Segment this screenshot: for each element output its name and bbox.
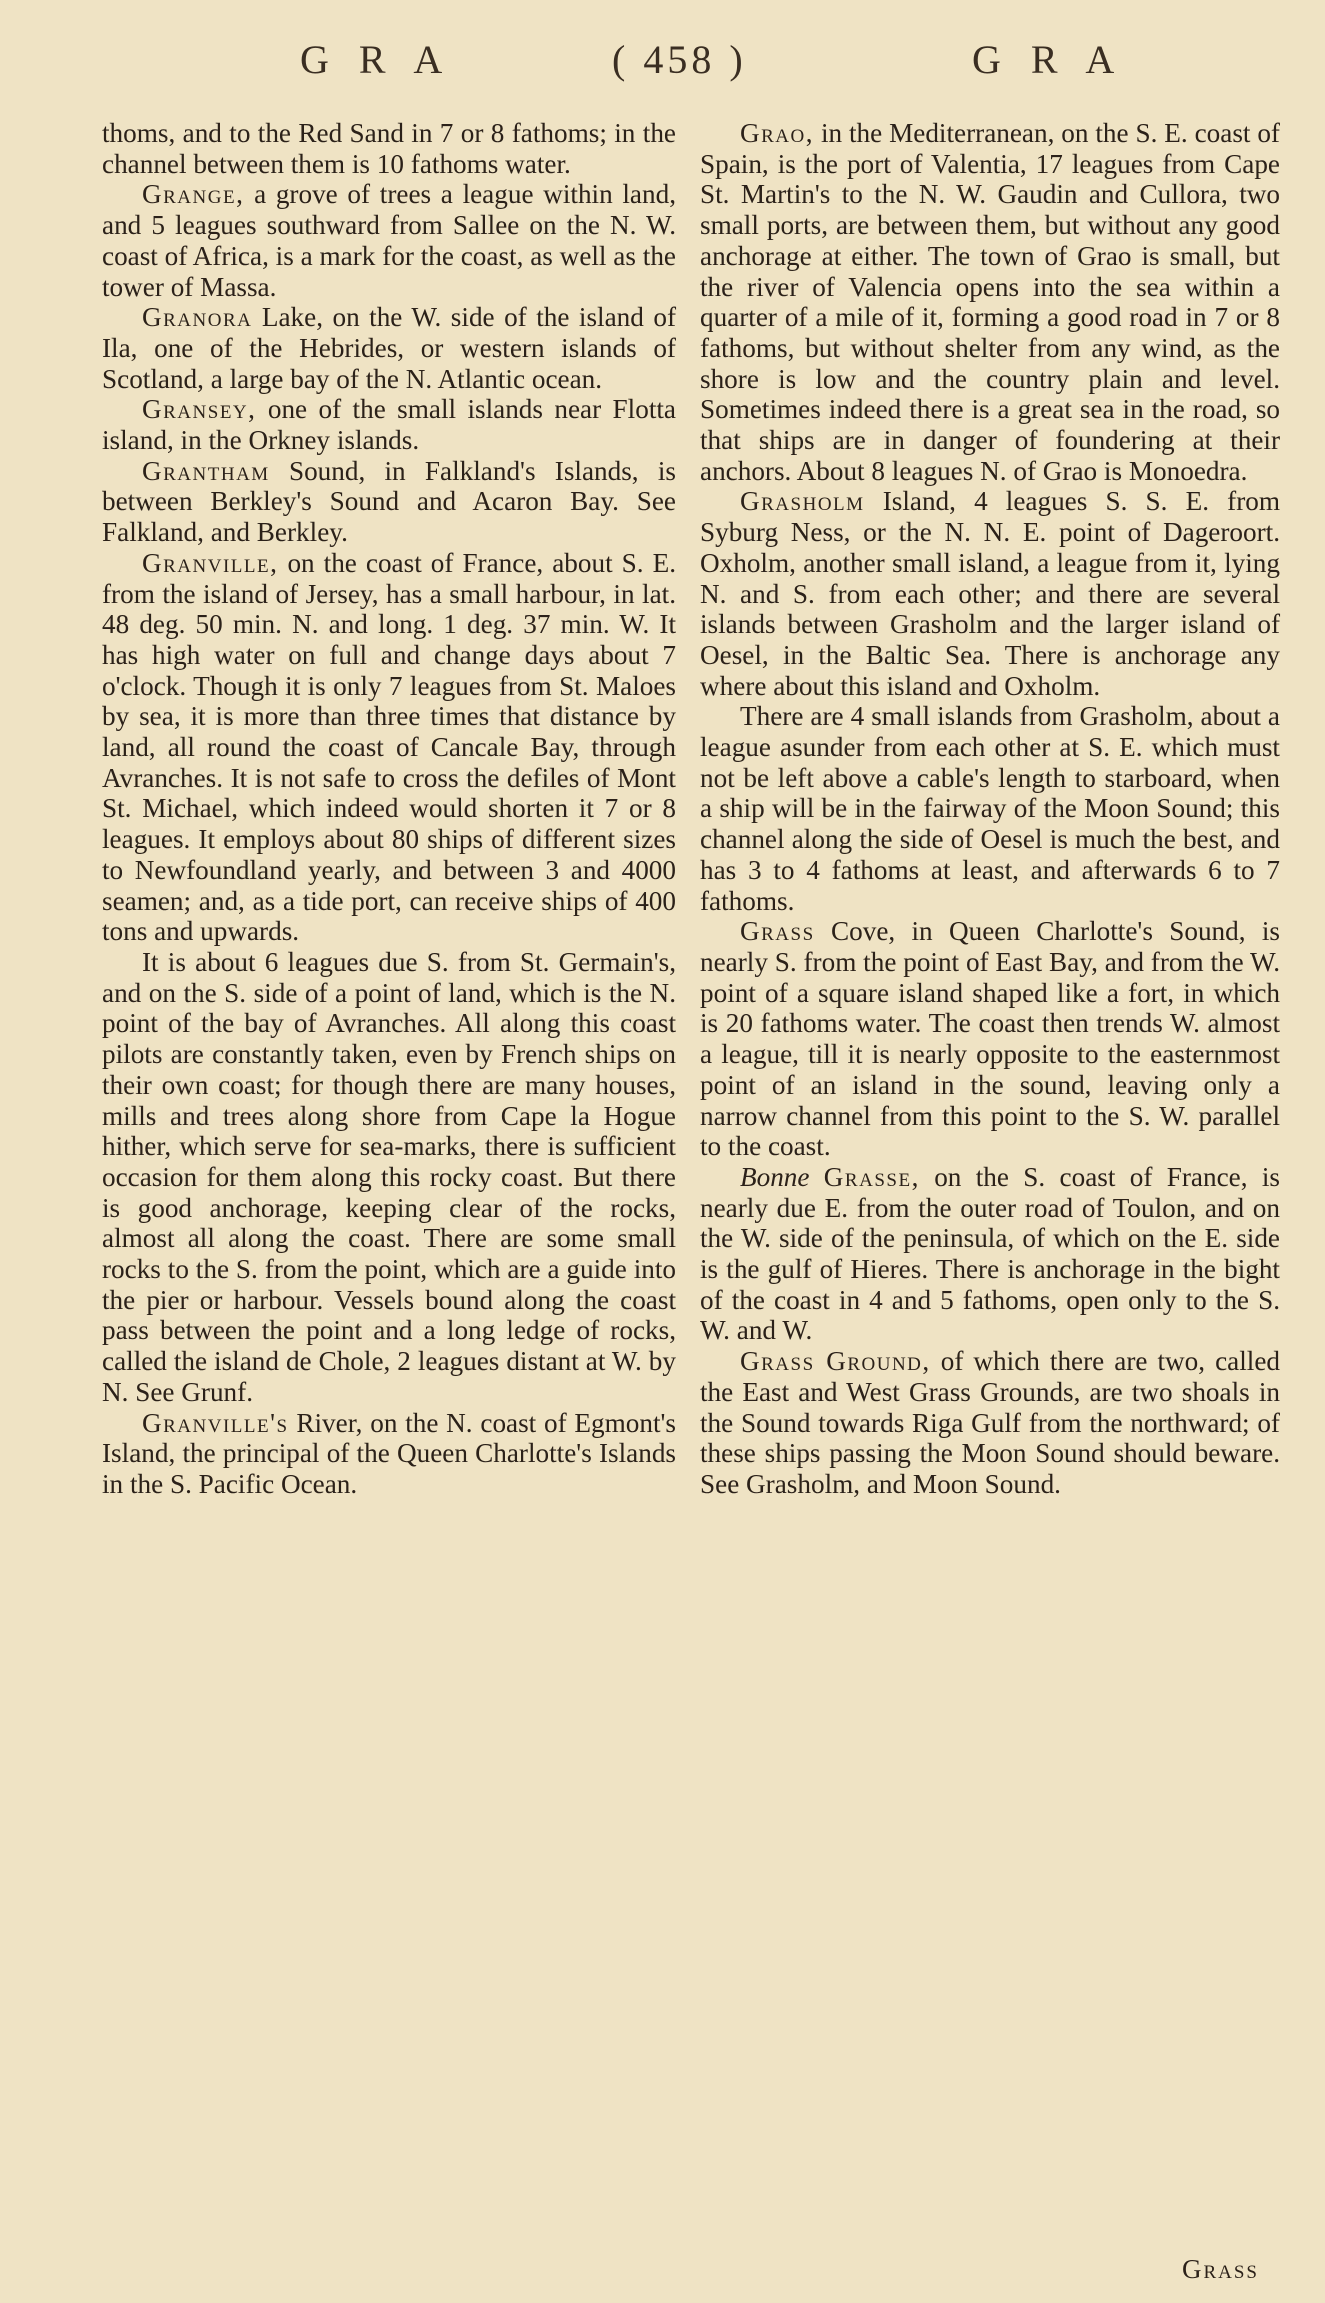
left-column xyxy=(102,118,676,1500)
entry-grao: Grao, in the Mediterranean, on the S. E. coast of Spain, is the port of Valentia, 17 leagues from Cape St. Martin's to the N. W. Gaudin and Cullora, two small ports, are between them, but without any good anchorage at either. The town of Grao is small, but the river of Valencia opens into the sea within a quarter of a mile of it, forming a good road in 7 or 8 fathoms, but without shelter from any wind, as the shore is low and the country plain and level. Sometimes indeed there is a great sea in the road, so that ships are in danger of foundering at their anchors. About 8 leagues N. of Grao is Monoedra. xyxy=(700,118,1280,486)
header-right: G R A xyxy=(972,37,1125,82)
entry-gransey: Gransey, one of the small islands near Flotta island, in the Orkney islands. xyxy=(102,394,676,456)
entry-granora: Granora Lake, on the W. side of the island of Ila, one of the Hebrides, or western islands of Scotland, a large bay of the N. Atlantic ocean. xyxy=(102,302,676,394)
entry-granville-cont: It is about 6 leagues due S. from St. Germain's, and on the S. side of a point of land, which is the N. point of the bay of Avranches. All along this coast pilots are constantly taken, even by French ships on their own coast; for though there are many houses, mills and trees along shore from Cape la Hogue hither, which serve for sea-marks, there is sufficient occasion for them along this rocky coast. But there is good anchorage, keeping clear of the rocks, almost all along the coast. There are some small rocks to the S. from the point, which are a guide into the pier or harbour. Vessels bound along the coast pass between the point and a long ledge of rocks, called the island de Chole, 2 leagues distant at W. by N. See Grunf. xyxy=(102,946,676,1407)
entry-grasholm: Grasholm Island, 4 leagues S. S. E. from Syburg Ness, or the N. N. E. point of Dageroort. Oxholm, another small island, a league from it, lying N. and S. from each other; and there are several islands between Grasholm and the larger island of Oesel, in the Baltic Sea. There is anchorage any where about this island and Oxholm. xyxy=(700,486,1280,701)
entry-granvilles-river: Granville's River, on the N. coast of Egmont's Island, the principal of the Queen Charlotte's Islands in the S. Pacific Ocean. xyxy=(102,1407,676,1499)
running-head xyxy=(0,36,1325,96)
right-column xyxy=(700,118,1280,1500)
header-left: G R A xyxy=(300,37,453,82)
entry-grange: Grange, a grove of trees a league within land, and 5 leagues southward from Sallee on the N. W. coast of Africa, is a mark for the coast, as well as the tower of Massa. xyxy=(102,179,676,302)
catchword: Grass xyxy=(1181,2254,1259,2284)
entry-grasholm-cont: There are 4 small islands from Grasholm, about a league asunder from each other at S. E. which must not be left above a cable's length to starboard, when a ship will be in the fairway of the Moon Sound; this channel along the side of Oesel is much the best, and has 3 to 4 fathoms at least, and afterwards 6 to 7 fathoms. xyxy=(700,701,1280,916)
entry-grantham: Grantham Sound, in Falkland's Islands, is between Berkley's Sound and Acaron Bay. See Falkland, and Berkley. xyxy=(102,455,676,548)
entry-grass-ground: Grass Ground, of which there are two, called the East and West Grass Grounds, are two shoals in the Sound towards Riga Gulf from the northward; of these ships passing the Moon Sound should beware. See Grasholm, and Moon Sound. xyxy=(700,1346,1280,1499)
entry-grass-cove: Grass Cove, in Queen Charlotte's Sound, is nearly S. from the point of East Bay, and from the W. point of a square island shaped like a fort, in which is 20 fathoms water. The coast then trends W. almost a league, till it is nearly opposite to the easternmost point of an island in the sound, leaving only a narrow channel from this point to the S. W. parallel to the coast. xyxy=(700,916,1280,1162)
entry-granville: Granville, on the coast of France, about S. E. from the island of Jersey, has a small harbour, in lat. 48 deg. 50 min. N. and long. 1 deg. 37 min. W. It has high water on full and change days about 7 o'clock. Though it is only 7 leagues from St. Maloes by sea, it is more than three times that distance by land, all round the coast of Cancale Bay, through Avranches. It is not safe to cross the defiles of Mont St. Michael, which indeed would shorten it 7 or 8 leagues. It employs about 80 ships of different sizes to Newfoundland yearly, and between 3 and 4000 seamen; and, as a tide port, can receive ships of 400 tons and upwards. xyxy=(102,547,676,947)
entry-grasse: Bonne Grasse, on the S. coast of France, is nearly due E. from the outer road of Toulon, and on the W. side of the peninsula, of which on the E. side is the gulf of Hieres. There is anchorage in the bight of the coast in 4 and 5 fathoms, open only to the S. W. and W. xyxy=(700,1161,1280,1346)
entry-continuation: thoms, and to the Red Sand in 7 or 8 fathoms; in the channel between them is 10 fathoms water. xyxy=(102,118,676,179)
page-number: ( 458 ) xyxy=(612,37,747,82)
